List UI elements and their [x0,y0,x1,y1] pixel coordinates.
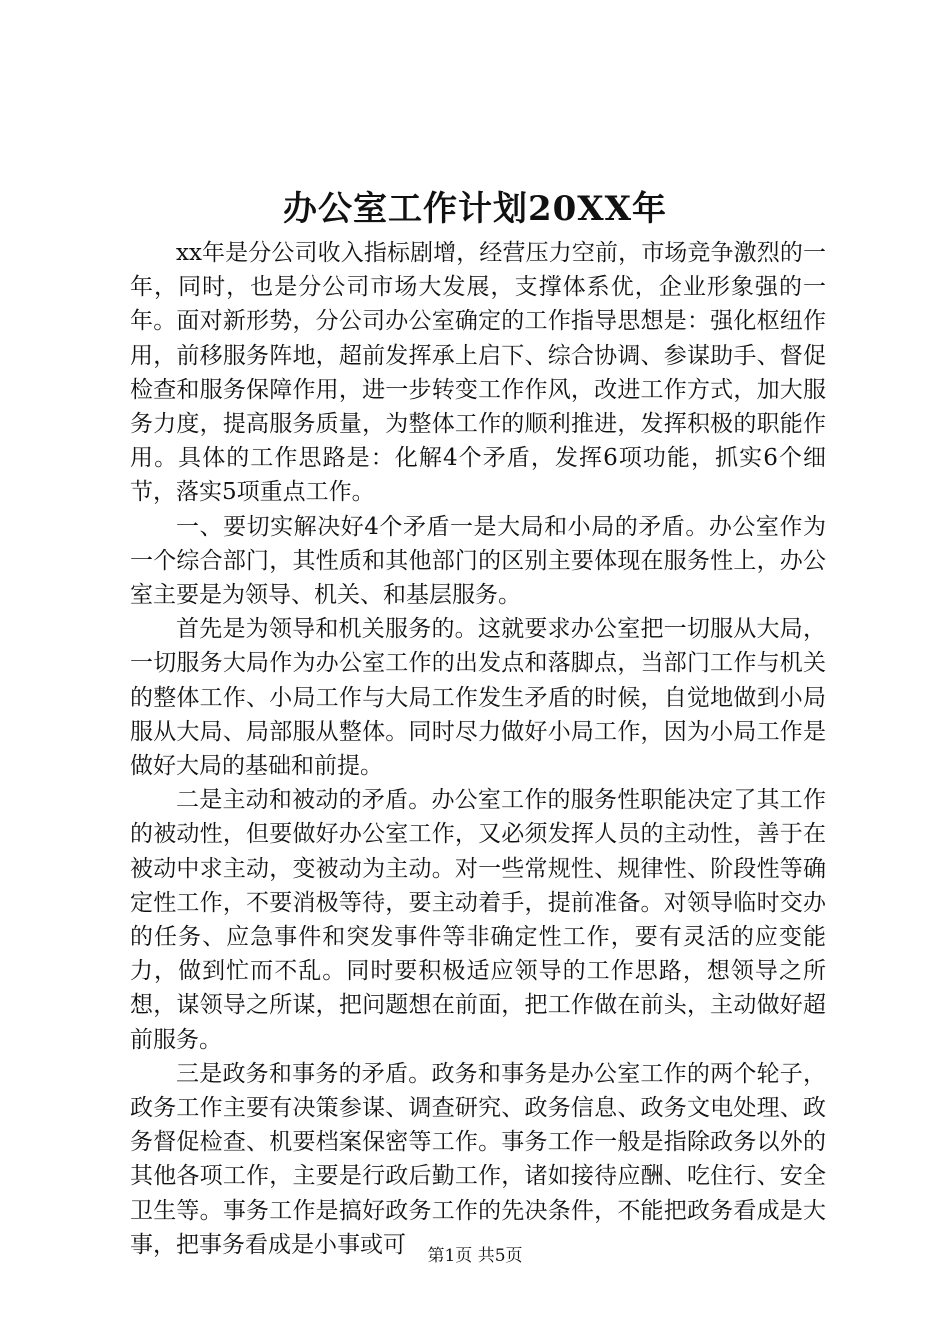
document-body [130,236,826,1262]
document-title: 办公室工作计划20XX年 [282,189,668,229]
paragraph-contradiction-3: 三是政务和事务的矛盾。政务和事务是办公室工作的两个轮子，政务工作主要有决策参谋、调查研究、政务信息、政务文电处理、政务督促检查、机要档案保密等工作。事务工作一般是指除政务以外的其他各项工作，主要是行政后勤工作，诸如接待应酬、吃住行、安全卫生等。事务工作是搞好政务工作的先决条件，不能把政务看成是大事，把事务看成是小事或可 [130,1060,826,1258]
paragraph-contradiction-2: 二是主动和被动的矛盾。办公室工作的服务性职能决定了其工作的被动性，但要做好办公室工作，又必须发挥人员的主动性，善于在被动中求主动，变被动为主动。对一些常规性、规律性、阶段性等确定性工作，不要消极等待，要主动着手，提前准备。对领导临时交办的任务、应急事件和突发事件等非确定性工作，要有灵活的应变能力，做到忙而不乱。同时要积极适应领导的工作思路，想领导之所想，谋领导之所谋，把问题想在前面，把工作做在前头，主动做好超前服务。 [130,787,826,1053]
page-footer: 第1页 共5页 [427,1246,523,1266]
paragraph-intro: xx年是分公司收入指标剧增，经营压力空前，市场竞争激烈的一年，同时，也是分公司市场大发展，支撑体系优，企业形象强的一年。面对新形势，分公司办公室确定的工作指导思想是：强化枢纽作用，前移服务阵地，超前发挥承上启下、综合协调、参谋助手、督促检查和服务保障作用，进一步转变工作作风，改进工作方式，加大服务力度，提高服务质量，为整体工作的顺利推进，发挥积极的职能作用。具体的工作思路是：化解4个矛盾，发挥6项功能，抓实6个细节，落实5项重点工作。 [130,240,826,506]
paragraph-serve-leaders: 首先是为领导和机关服务的。这就要求办公室把一切服从大局，一切服务大局作为办公室工作的出发点和落脚点，当部门工作与机关的整体工作、小局工作与大局工作发生矛盾的时候，自觉地做到小局服从大局、局部服从整体。同时尽力做好小局工作，因为小局工作是做好大局的基础和前提。 [130,616,826,780]
paragraph-contradiction-1: 一、要切实解决好4个矛盾一是大局和小局的矛盾。办公室作为一个综合部门，其性质和其他部门的区别主要体现在服务性上，办公室主要是为领导、机关、和基层服务。 [130,513,826,609]
